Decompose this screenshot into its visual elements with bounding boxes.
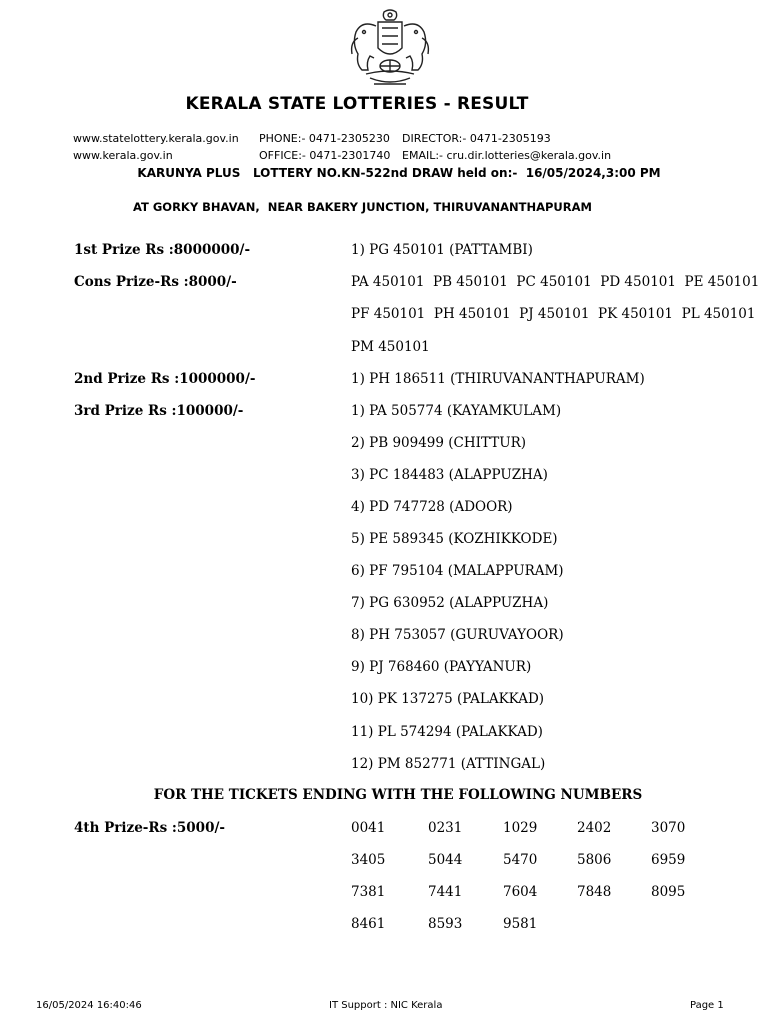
footer-timestamp: 16/05/2024 16:40:46 [36, 1000, 142, 1011]
second-prize-winner: 1) PH 186511 (THIRUVANANTHAPURAM) [351, 371, 645, 387]
page-title: KERALA STATE LOTTERIES - RESULT [185, 94, 529, 114]
office-number: OFFICE:- 0471-2301740 [259, 149, 391, 162]
fourth-prize-number: 9581 [503, 916, 538, 932]
consolation-line: PM 450101 [351, 339, 430, 355]
third-prize-winner: 12) PM 852771 (ATTINGAL) [351, 756, 546, 772]
kerala-state-emblem-icon [344, 8, 436, 90]
third-prize-winner: 2) PB 909499 (CHITTUR) [351, 435, 527, 451]
third-prize-winner: 10) PK 137275 (PALAKKAD) [351, 691, 545, 707]
website-link[interactable]: www.statelottery.kerala.gov.in [73, 132, 239, 145]
third-prize-winner: 4) PD 747728 (ADOOR) [351, 499, 513, 515]
fourth-prize-number: 3405 [351, 852, 386, 868]
fourth-prize-number: 5806 [577, 852, 612, 868]
fourth-prize-number: 8593 [428, 916, 463, 932]
fourth-prize-number: 7441 [428, 884, 463, 900]
fourth-prize-number: 1029 [503, 820, 538, 836]
footer-support: IT Support : NIC Kerala [329, 1000, 443, 1011]
website-link-secondary[interactable]: www.kerala.gov.in [73, 149, 173, 162]
fourth-prize-number: 7381 [351, 884, 386, 900]
fourth-prize-number: 7848 [577, 884, 612, 900]
fourth-prize-number: 8095 [651, 884, 686, 900]
draw-venue: AT GORKY BHAVAN, NEAR BAKERY JUNCTION, THIRUVANANTHAPURAM [133, 200, 592, 214]
phone-number: PHONE:- 0471-2305230 [259, 132, 390, 145]
fourth-prize-number: 5470 [503, 852, 538, 868]
fourth-prize-number: 7604 [503, 884, 538, 900]
consolation-prize-label: Cons Prize-Rs :8000/- [74, 274, 237, 290]
draw-info: KARUNYA PLUS LOTTERY NO.KN-522nd DRAW held on:- 16/05/2024,3:00 PM [137, 166, 661, 180]
email-address[interactable]: EMAIL:- cru.dir.lotteries@kerala.gov.in [402, 149, 612, 162]
fourth-prize-number: 6959 [651, 852, 686, 868]
fourth-prize-number: 3070 [651, 820, 686, 836]
fourth-prize-number: 0231 [428, 820, 463, 836]
third-prize-winner: 7) PG 630952 (ALAPPUZHA) [351, 595, 549, 611]
third-prize-label: 3rd Prize Rs :100000/- [74, 403, 244, 419]
consolation-line: PA 450101 PB 450101 PC 450101 PD 450101 PE 450101 [351, 274, 760, 290]
footer-page-number: Page 1 [690, 1000, 724, 1011]
first-prize-label: 1st Prize Rs :8000000/- [74, 242, 251, 258]
third-prize-winner: 11) PL 574294 (PALAKKAD) [351, 724, 543, 740]
consolation-line: PF 450101 PH 450101 PJ 450101 PK 450101 PL 450101 [351, 306, 756, 322]
fourth-prize-number: 5044 [428, 852, 463, 868]
first-prize-winner: 1) PG 450101 (PATTAMBI) [351, 242, 533, 258]
fourth-prize-number: 2402 [577, 820, 612, 836]
third-prize-winner: 8) PH 753057 (GURUVAYOOR) [351, 627, 564, 643]
third-prize-winner: 1) PA 505774 (KAYAMKULAM) [351, 403, 562, 419]
third-prize-winner: 9) PJ 768460 (PAYYANUR) [351, 659, 532, 675]
director-number: DIRECTOR:- 0471-2305193 [402, 132, 551, 145]
fourth-prize-number: 0041 [351, 820, 386, 836]
fourth-prize-number: 8461 [351, 916, 386, 932]
tickets-ending-heading: FOR THE TICKETS ENDING WITH THE FOLLOWING NUMBERS [153, 787, 643, 803]
third-prize-winner: 5) PE 589345 (KOZHIKKODE) [351, 531, 558, 547]
second-prize-label: 2nd Prize Rs :1000000/- [74, 371, 256, 387]
third-prize-winner: 6) PF 795104 (MALAPPURAM) [351, 563, 564, 579]
third-prize-winner: 3) PC 184483 (ALAPPUZHA) [351, 467, 548, 483]
fourth-prize-label: 4th Prize-Rs :5000/- [74, 820, 226, 836]
